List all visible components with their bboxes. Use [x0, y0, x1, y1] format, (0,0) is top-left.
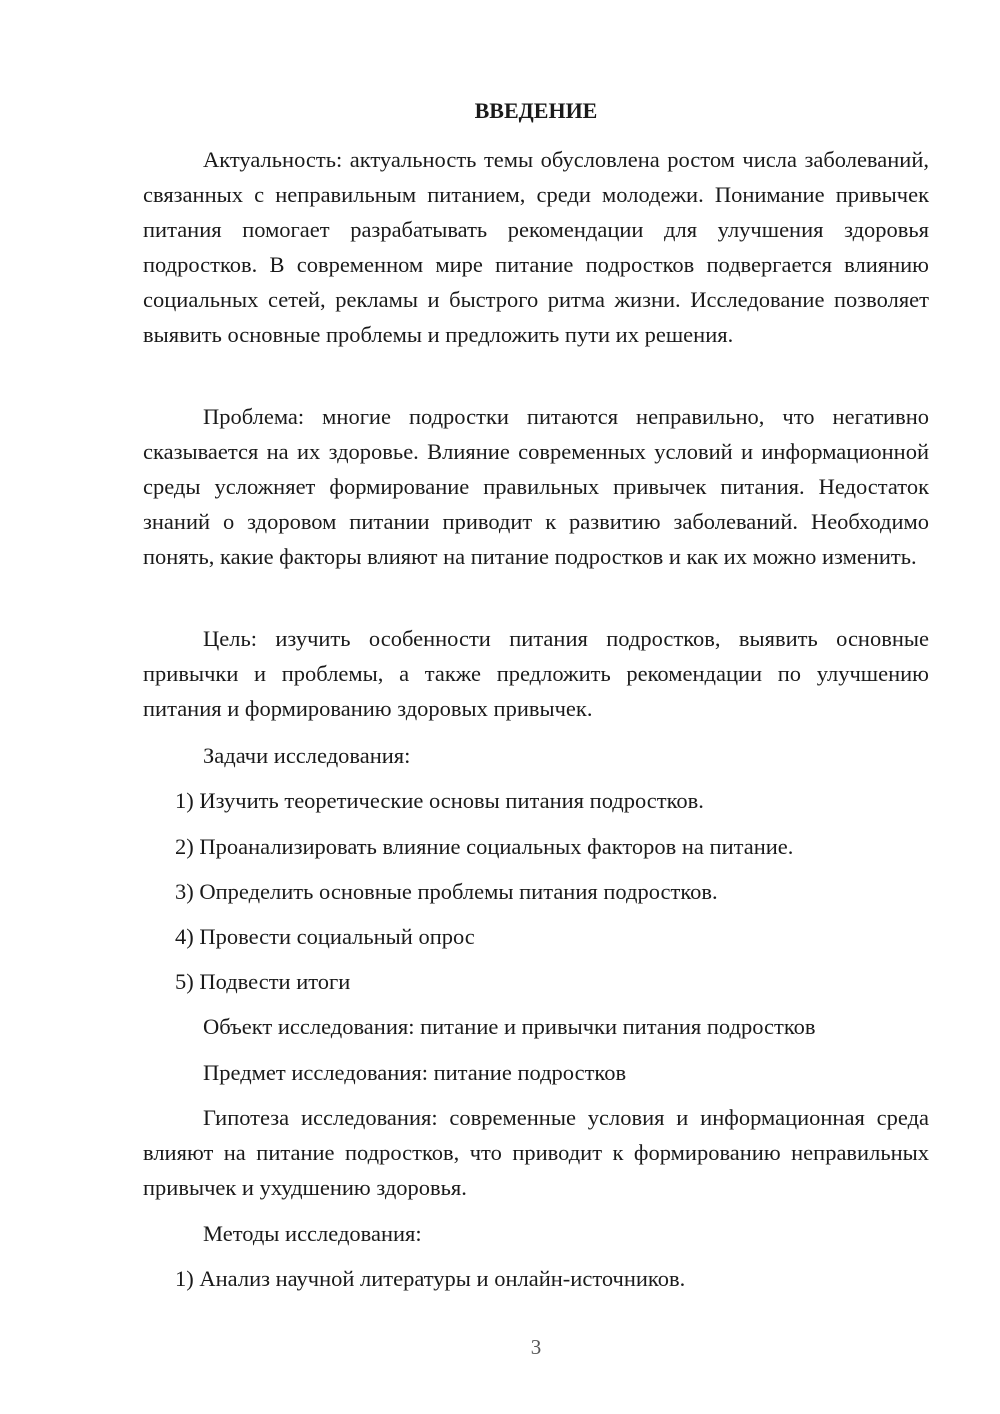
relevance-paragraph: Актуальность: актуальность темы обусловлена ростом числа заболеваний, связанных с неправильным питанием, среди молодежи. Понимание привычек питания помогает разрабатывать рекомендации для улучшения здоровья подростков. В современном мире питание подростков подвергается влиянию социальных сетей, рекламы и быстрого ритма жизни. Исследование позволяет выявить основные проблемы и предложить пути их решения. [143, 147, 929, 347]
hypothesis-section [143, 1100, 929, 1205]
problem-paragraph: Проблема: многие подростки питаются неправильно, что негативно сказывается на их здоровье. Влияние современных условий и информационной среды усложняет формирование правильных привычек питания. Недостаток знаний о здоровом питании приводит к развитию заболеваний. Необходимо понять, какие факторы влияют на питание подростков и как их можно изменить. [143, 404, 929, 569]
subject-line: Предмет исследования: питание подростков [203, 1060, 627, 1085]
task-item-2-block [143, 829, 929, 864]
task-item-4-block [143, 919, 929, 954]
list-item: 3) Определить основные проблемы питания подростков. [175, 879, 718, 904]
goal-paragraph: Цель: изучить особенности питания подростков, выявить основные привычки и проблемы, а также предложить рекомендации по улучшению питания и формированию здоровых привычек. [143, 626, 929, 721]
relevance-section [143, 142, 929, 352]
hypothesis-paragraph: Гипотеза исследования: современные условия и информационная среда влияют на питание подростков, что приводит к формированию неправильных привычек и ухудшению здоровья. [143, 1105, 929, 1200]
tasks-heading: Задачи исследования: [203, 743, 411, 768]
object-block [143, 1009, 929, 1044]
methods-heading-block [143, 1216, 929, 1251]
tasks-heading-block [143, 738, 929, 773]
goal-section [143, 621, 929, 726]
object-line: Объект исследования: питание и привычки питания подростков [203, 1014, 816, 1039]
task-item-5-block [143, 964, 929, 999]
list-item: 2) Проанализировать влияние социальных факторов на питание. [175, 834, 794, 859]
task-item-1-block [143, 783, 929, 818]
list-item: 1) Анализ научной литературы и онлайн-источников. [175, 1266, 686, 1291]
method-item-1-block [143, 1261, 929, 1296]
list-item: 1) Изучить теоретические основы питания подростков. [175, 788, 704, 813]
methods-heading: Методы исследования: [203, 1221, 422, 1246]
list-item: 4) Провести социальный опрос [175, 924, 475, 949]
problem-section [143, 399, 929, 574]
subject-block [143, 1055, 929, 1090]
page-title: ВВЕДЕНИЕ [474, 98, 598, 123]
page-number: 3 [530, 1335, 542, 1359]
task-item-3-block [143, 874, 929, 909]
list-item: 5) Подвести итоги [175, 969, 351, 994]
